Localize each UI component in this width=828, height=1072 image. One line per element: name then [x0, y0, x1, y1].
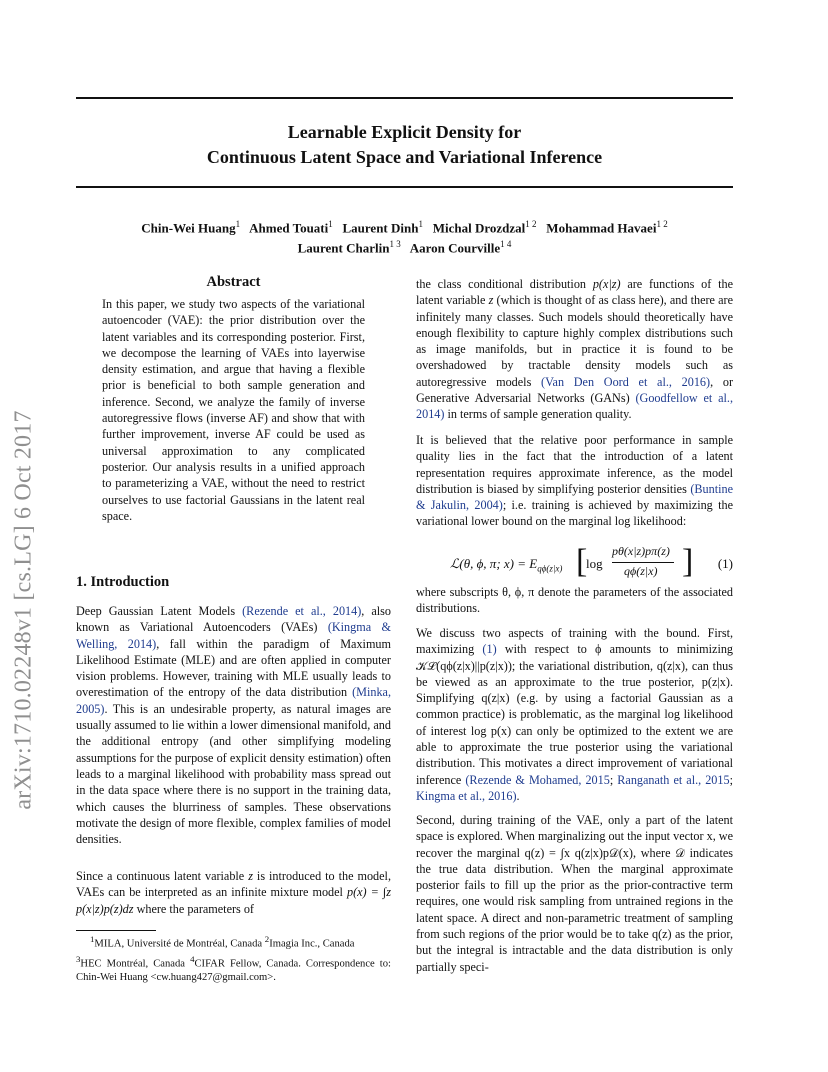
text-run: where the parameters of — [133, 901, 254, 916]
author-affiliation: 1 2 — [525, 219, 537, 229]
citation-link[interactable]: Ranganath et al., 2015 — [617, 772, 730, 787]
math-inline: z — [488, 293, 494, 308]
abstract-heading: Abstract — [206, 274, 261, 290]
title-bottom-rule — [76, 186, 733, 188]
arxiv-stamp-text: arXiv:1710.02248v1 [cs.LG] 6 Oct 2017 — [10, 410, 37, 810]
footnote-rule — [76, 930, 156, 931]
paragraph-text: where subscripts θ, ϕ, π denote the parameters of the associated distributions. — [416, 585, 733, 616]
abstract-text — [102, 296, 365, 524]
right-paragraph-1 — [416, 276, 733, 423]
text-run: We discuss two aspects of training with the bound. First, maximizing — [416, 626, 733, 657]
author-name: Ahmed Touati — [249, 220, 329, 236]
footnote-mark: 3 — [76, 953, 81, 964]
text-run: . This is an undesirable property, as natural images are usually assumed to lie within a lower dimensional manifold, and the additional entropy (and other simplifying modeling assumptions for the purpose of explicit density estimation) often leads to a marginal likelihood with probability mass spread out in the data space where there is no support in the training data, which causes the blurriness of samples. These observations motivate the design of more flexible, complex families of model densities. — [76, 701, 391, 847]
footnote-mark: 4 — [190, 953, 195, 964]
author-name: Aaron Courville — [409, 240, 501, 256]
footnote-mark: 2 — [264, 934, 270, 944]
log-operator: log — [586, 556, 603, 571]
text-run: ; i.e. training is achieved by maximizing the variational lower bound on the marginal log likelihood: — [416, 498, 733, 529]
equation-lhs — [450, 556, 562, 574]
citation-link[interactable]: (Kingma & Welling, 2014) — [76, 620, 391, 651]
citation-link[interactable]: (Minka, 2005) — [76, 685, 391, 716]
author-affiliation: 1 — [328, 219, 333, 229]
text-run: . — [516, 788, 520, 803]
text-run: ; — [729, 772, 733, 787]
text-run: ; — [609, 772, 618, 787]
text-run: Deep Gaussian Latent Models — [76, 604, 243, 618]
bracket-right: ] — [682, 543, 694, 580]
right-paragraph-5 — [416, 812, 733, 975]
title-line-1: Learnable Explicit Density for — [287, 122, 522, 142]
text-run: Since a continuous latent variable — [76, 869, 249, 883]
author-name: Mohammad Havaei — [546, 220, 657, 236]
author-affiliation: 1 4 — [500, 239, 512, 250]
equation-subscript: qϕ(z|x) — [537, 563, 563, 574]
text-run: the class conditional distribution — [416, 277, 593, 291]
text-run: in terms of sample generation quality. — [444, 407, 632, 422]
citation-link[interactable]: (Rezende & Mohamed, 2015 — [465, 772, 610, 787]
intro-paragraph-1 — [76, 603, 391, 847]
intro-paragraph-2 — [76, 868, 391, 917]
footnote-text: HEC Montréal, Canada — [80, 958, 191, 970]
text-run: are functions of the latent variable — [416, 277, 733, 308]
citation-link[interactable]: (Goodfellow et al., 2014) — [416, 391, 733, 422]
author-line-2 — [76, 236, 733, 256]
math-inline: p(x) = ∫z p(x|z)p(z)dz — [76, 885, 391, 916]
author-affiliation: 1 3 — [389, 239, 401, 250]
section-heading-introduction: 1. Introduction — [76, 574, 170, 590]
right-paragraph-3 — [416, 584, 733, 617]
right-paragraph-4 — [416, 625, 733, 804]
math-inline: z — [248, 869, 253, 883]
right-paragraph-2 — [416, 432, 733, 530]
footnote-text: MILA, Université de Montréal, Canada — [94, 938, 265, 950]
fraction-numerator: pθ(x|z)pπ(z) — [612, 544, 670, 558]
author-list — [76, 216, 733, 257]
text-run: (which is thought of as class here), and there are infinitely many classes. Such models should theoretically have enough flexibility to capture highly complex distributions such as image manifolds, but in practice it is found to be overshadowed by tractable density models such as autoregressive models — [416, 293, 733, 389]
paper-title — [76, 120, 733, 170]
abstract-paragraph: In this paper, we study two aspects of the variational autoencoder (VAE): the prior distribution over the latent variables and its corresponding posterior. First, we decompose the learning of VAEs into layerwise density estimation, and argue that having a flexible prior is beneficial to both sample generation and inference. Second, we analyze the family of inverse autoregressive flows (inverse AF) and show that with further improvement, inverse AF could be used as universal approximation to any complicated posterior. Our analysis results in a unified approach to parameterizing a VAE, without the need to restrict ourselves to use factorial Gaussians in the latent real space. — [102, 297, 365, 523]
citation-link[interactable]: (Van Den Oord et al., 2016) — [541, 374, 711, 389]
author-name: Laurent Charlin — [297, 240, 390, 256]
citation-link[interactable]: (Rezende et al., 2014) — [242, 604, 362, 618]
equation-1 — [416, 544, 733, 584]
citation-link[interactable]: Kingma et al., 2016) — [416, 788, 517, 803]
text-run: with respect to ϕ amounts to minimizing 𝒦ℒ(qϕ(z|x)||p(z|x)); the variational distribution, q(z|x), can thus be viewed as an approximate to the true posterior, p(z|x). Simplifying q(z|x) (e.g. by using a factorial Gaussian as a common practice) is problematic, as the marginal log likelihood of interest log p(x) can only be optimized to the extent we are able to approximate the true posterior using the variational distribution. This motivates a direct improvement of variational inference — [416, 642, 734, 787]
math-inline: p(x|z) — [592, 277, 621, 291]
text-run: , or Generative Adversarial Networks (GANs) — [416, 374, 734, 406]
fraction-bar — [612, 562, 674, 563]
author-name: Michal Drozdzal — [432, 220, 526, 236]
author-line-1 — [76, 216, 733, 236]
equation-lhs-text: ℒ(θ, ϕ, π; x) = E — [450, 556, 538, 571]
fraction-denominator: qϕ(z|x) — [624, 564, 658, 578]
citation-link[interactable]: (Buntine & Jakulin, 2004) — [416, 481, 733, 513]
footnote-text: CIFAR Fellow, Canada. Correspondence to: Chin-Wei Huang <cw.huang427@gmail.com>. — [76, 958, 391, 984]
author-affiliation: 1 — [235, 219, 241, 229]
equation-number: (1) — [717, 556, 733, 571]
footnote-text: Imagia Inc., Canada — [269, 938, 355, 950]
text-run: is introduced to the model, VAEs can be interpreted as an infinite mixture model — [76, 869, 391, 900]
author-name: Laurent Dinh — [342, 220, 419, 236]
top-rule — [76, 97, 733, 99]
affiliation-footnote — [76, 932, 391, 985]
text-run: , fall within the paradigm of Maximum Likelihood Estimate (MLE) and are often applied in computer vision problems. However, training with MLE usually leads to overestimation of the entropy of the data distribution — [76, 636, 391, 700]
equation-ref-link[interactable]: (1) — [482, 642, 497, 657]
text-run: It is believed that the relative poor performance in sample quality lies in the fact that the introduction of a latent representation requires approximate inference, as the model distribution is biased by simplifying posterior densities — [416, 433, 733, 496]
author-affiliation: 1 2 — [656, 219, 668, 229]
text-run: , also known as Variational Autoencoders (VAEs) — [76, 604, 391, 635]
bracket-left: [ — [576, 543, 588, 580]
author-affiliation: 1 — [418, 219, 423, 229]
paragraph-text: Second, during training of the VAE, only a part of the latent space is explored. When marginalizing out the input vector x, we recover the marginal q(z) = ∫x q(z|x)p𝒟(x), where 𝒟 indicates the true data distribution. When the marginal approximate posterior fails to fill up the prior as the prior-contractive term requires, one would risk sampling from untrained regions in the latent space. A direct and non-parametric treatment of sampling from such regions of the prior would be to take q(z) as the prior, but the integral is intractable and the data distribution is only partially speci- — [416, 813, 734, 974]
footnote-mark: 1 — [90, 934, 95, 944]
author-name: Chin-Wei Huang — [141, 220, 236, 236]
title-line-2: Continuous Latent Space and Variational Inference — [206, 147, 603, 167]
